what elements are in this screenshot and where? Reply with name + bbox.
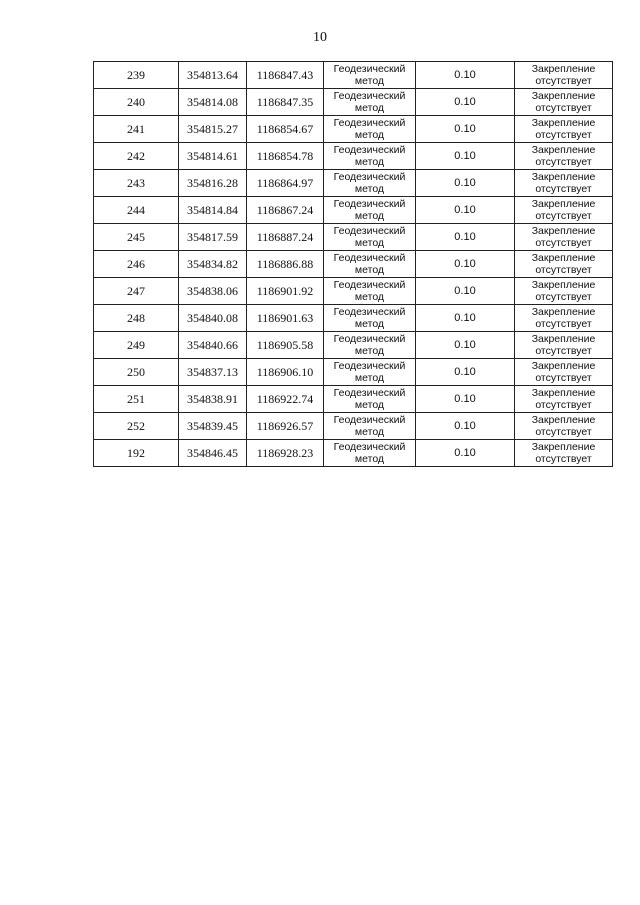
fixing-status-text: отсутствует [535,237,592,249]
x-coordinate-cell [179,332,247,359]
fixing-status-text: отсутствует [535,156,592,168]
fixing-status-text: отсутствует [535,399,592,411]
y-coordinate-text: 1186854.67 [256,121,314,136]
fixing-status-text: Закрепление [531,333,596,345]
y-coordinate-text: 1186886.88 [256,256,314,271]
fixing-status-text: Закрепление [531,117,596,129]
method-text: Геодезический [333,171,406,183]
y-coordinate-cell [247,305,324,332]
y-coordinate-cell [247,359,324,386]
accuracy-cell [416,197,515,224]
fixing-status-cell [515,305,613,332]
table-row [94,278,613,305]
accuracy-cell [416,116,515,143]
point-number-text: 248 [127,310,145,325]
method-cell [324,197,416,224]
accuracy-text: 0.10 [454,123,476,135]
fixing-status-text: отсутствует [535,264,592,276]
y-coordinate-text: 1186901.63 [256,310,314,325]
y-coordinate-cell [247,413,324,440]
point-number-text: 241 [127,121,145,136]
method-cell [324,440,416,467]
y-coordinate-cell [247,440,324,467]
point-number-cell [94,386,179,413]
accuracy-cell [416,170,515,197]
fixing-status-cell [515,413,613,440]
y-coordinate-text: 1186854.78 [256,148,314,163]
accuracy-text: 0.10 [454,177,476,189]
method-cell [324,332,416,359]
fixing-status-cell [515,89,613,116]
accuracy-cell [416,224,515,251]
fixing-status-cell [515,386,613,413]
method-text: метод [354,345,385,357]
accuracy-cell [416,440,515,467]
x-coordinate-cell [179,386,247,413]
method-cell [324,386,416,413]
point-number-text: 251 [127,391,145,406]
fixing-status-text: отсутствует [535,129,592,141]
y-coordinate-text: 1186847.35 [256,94,314,109]
fixing-status-text: отсутствует [535,426,592,438]
fixing-status-text: Закрепление [531,252,596,264]
method-cell [324,359,416,386]
accuracy-text: 0.10 [454,204,476,216]
accuracy-cell [416,62,515,89]
y-coordinate-text: 1186847.43 [256,67,314,82]
fixing-status-text: отсутствует [535,372,592,384]
x-coordinate-cell [179,170,247,197]
fixing-status-cell [515,440,613,467]
y-coordinate-cell [247,332,324,359]
accuracy-cell [416,386,515,413]
y-coordinate-text: 1186926.57 [256,418,314,433]
x-coordinate-cell [179,440,247,467]
accuracy-cell [416,332,515,359]
method-text: метод [354,129,385,141]
x-coordinate-cell [179,197,247,224]
table-row [94,305,613,332]
accuracy-text: 0.10 [454,447,476,459]
accuracy-cell [416,89,515,116]
x-coordinate-text: 354838.06 [187,283,238,298]
point-number-text: 245 [127,229,145,244]
point-number-cell [94,440,179,467]
method-cell [324,413,416,440]
fixing-status-text: отсутствует [535,210,592,222]
method-text: метод [354,372,385,384]
fixing-status-text: Закрепление [531,387,596,399]
fixing-status-cell [515,251,613,278]
table-row [94,332,613,359]
method-text: Геодезический [333,279,406,291]
method-cell [324,116,416,143]
x-coordinate-text: 354846.45 [187,445,238,460]
x-coordinate-text: 354814.84 [187,202,238,217]
table-row [94,224,613,251]
x-coordinate-cell [179,359,247,386]
fixing-status-cell [515,278,613,305]
method-text: Геодезический [333,252,406,264]
x-coordinate-cell [179,251,247,278]
fixing-status-text: отсутствует [535,453,592,465]
point-number-cell [94,278,179,305]
method-cell [324,305,416,332]
fixing-status-text: отсутствует [535,291,592,303]
method-text: метод [354,75,385,87]
x-coordinate-cell [179,143,247,170]
x-coordinate-text: 354838.91 [187,391,238,406]
point-number-text: 192 [127,445,145,460]
point-number-cell [94,413,179,440]
point-number-cell [94,89,179,116]
table-row [94,89,613,116]
y-coordinate-text: 1186905.58 [256,337,314,352]
point-number-text: 250 [127,364,145,379]
accuracy-cell [416,413,515,440]
y-coordinate-cell [247,386,324,413]
fixing-status-text: отсутствует [535,183,592,195]
accuracy-cell [416,278,515,305]
fixing-status-cell [515,143,613,170]
accuracy-text: 0.10 [454,285,476,297]
point-number-text: 252 [127,418,145,433]
table-row [94,359,613,386]
accuracy-text: 0.10 [454,366,476,378]
method-cell [324,278,416,305]
x-coordinate-text: 354814.61 [187,148,238,163]
point-number-text: 246 [127,256,145,271]
x-coordinate-text: 354813.64 [187,67,238,82]
fixing-status-cell [515,170,613,197]
x-coordinate-text: 354839.45 [187,418,238,433]
x-coordinate-text: 354816.28 [187,175,238,190]
point-number-cell [94,197,179,224]
fixing-status-text: Закрепление [531,225,596,237]
x-coordinate-text: 354814.08 [187,94,238,109]
y-coordinate-cell [247,89,324,116]
y-coordinate-cell [247,278,324,305]
fixing-status-text: Закрепление [531,144,596,156]
fixing-status-text: отсутствует [535,345,592,357]
x-coordinate-cell [179,305,247,332]
fixing-status-cell [515,116,613,143]
point-number-cell [94,359,179,386]
method-text: метод [354,237,385,249]
fixing-status-text: Закрепление [531,306,596,318]
fixing-status-text: Закрепление [531,171,596,183]
x-coordinate-cell [179,89,247,116]
point-number-text: 249 [127,337,145,352]
method-text: метод [354,210,385,222]
point-number-text: 244 [127,202,145,217]
y-coordinate-text: 1186901.92 [256,283,314,298]
table-row [94,143,613,170]
method-cell [324,62,416,89]
y-coordinate-cell [247,251,324,278]
point-number-cell [94,116,179,143]
y-coordinate-cell [247,62,324,89]
point-number-cell [94,251,179,278]
coordinates-table [93,61,613,467]
point-number-text: 242 [127,148,145,163]
method-text: Геодезический [333,414,406,426]
table-row [94,386,613,413]
y-coordinate-text: 1186864.97 [256,175,314,190]
x-coordinate-text: 354840.66 [187,337,238,352]
fixing-status-text: отсутствует [535,318,592,330]
accuracy-text: 0.10 [454,96,476,108]
method-cell [324,89,416,116]
method-text: Геодезический [333,117,406,129]
y-coordinate-cell [247,143,324,170]
accuracy-text: 0.10 [454,339,476,351]
method-text: метод [354,426,385,438]
y-coordinate-text: 1186906.10 [256,364,314,379]
x-coordinate-text: 354817.59 [187,229,238,244]
method-text: Геодезический [333,333,406,345]
accuracy-cell [416,359,515,386]
method-text: Геодезический [333,387,406,399]
y-coordinate-text: 1186928.23 [256,445,314,460]
fixing-status-cell [515,224,613,251]
method-text: Геодезический [333,198,406,210]
method-text: Геодезический [333,360,406,372]
fixing-status-text: Закрепление [531,414,596,426]
fixing-status-text: Закрепление [531,90,596,102]
y-coordinate-text: 1186922.74 [256,391,314,406]
method-cell [324,143,416,170]
method-text: метод [354,102,385,114]
method-text: Геодезический [333,306,406,318]
method-text: метод [354,318,385,330]
y-coordinate-cell [247,170,324,197]
method-text: метод [354,264,385,276]
method-text: Геодезический [333,63,406,75]
x-coordinate-text: 354837.13 [187,364,238,379]
point-number-text: 243 [127,175,145,190]
point-number-text: 240 [127,94,145,109]
point-number-text: 239 [127,67,145,82]
x-coordinate-cell [179,62,247,89]
accuracy-cell [416,143,515,170]
fixing-status-cell [515,197,613,224]
method-text: метод [354,291,385,303]
point-number-cell [94,305,179,332]
table-row [94,116,613,143]
method-cell [324,251,416,278]
point-number-cell [94,332,179,359]
fixing-status-text: Закрепление [531,198,596,210]
point-number-text: 247 [127,283,145,298]
method-text: метод [354,183,385,195]
x-coordinate-text: 354840.08 [187,310,238,325]
accuracy-text: 0.10 [454,393,476,405]
method-text: Геодезический [333,441,406,453]
table-row [94,413,613,440]
table-row [94,170,613,197]
method-text: Геодезический [333,90,406,102]
point-number-cell [94,170,179,197]
x-coordinate-text: 354815.27 [187,121,238,136]
fixing-status-text: Закрепление [531,279,596,291]
fixing-status-cell [515,332,613,359]
point-number-cell [94,224,179,251]
accuracy-text: 0.10 [454,150,476,162]
method-text: метод [354,156,385,168]
method-text: метод [354,453,385,465]
accuracy-text: 0.10 [454,231,476,243]
page-number: 10 [313,30,327,45]
fixing-status-text: Закрепление [531,360,596,372]
x-coordinate-cell [179,413,247,440]
method-cell [324,170,416,197]
x-coordinate-cell [179,116,247,143]
table-row [94,440,613,467]
x-coordinate-cell [179,278,247,305]
y-coordinate-cell [247,197,324,224]
table-row [94,197,613,224]
accuracy-text: 0.10 [454,312,476,324]
fixing-status-cell [515,62,613,89]
y-coordinate-cell [247,224,324,251]
table-row [94,62,613,89]
method-text: метод [354,399,385,411]
coordinates-table-body [94,62,613,467]
accuracy-text: 0.10 [454,258,476,270]
fixing-status-text: отсутствует [535,75,592,87]
fixing-status-cell [515,359,613,386]
y-coordinate-text: 1186867.24 [256,202,314,217]
table-row [94,251,613,278]
accuracy-text: 0.10 [454,420,476,432]
fixing-status-text: отсутствует [535,102,592,114]
accuracy-cell [416,305,515,332]
fixing-status-text: Закрепление [531,441,596,453]
x-coordinate-cell [179,224,247,251]
accuracy-cell [416,251,515,278]
y-coordinate-cell [247,116,324,143]
method-text: Геодезический [333,225,406,237]
point-number-cell [94,62,179,89]
fixing-status-text: Закрепление [531,63,596,75]
method-text: Геодезический [333,144,406,156]
y-coordinate-text: 1186887.24 [256,229,314,244]
point-number-cell [94,143,179,170]
method-cell [324,224,416,251]
x-coordinate-text: 354834.82 [187,256,238,271]
accuracy-text: 0.10 [454,69,476,81]
